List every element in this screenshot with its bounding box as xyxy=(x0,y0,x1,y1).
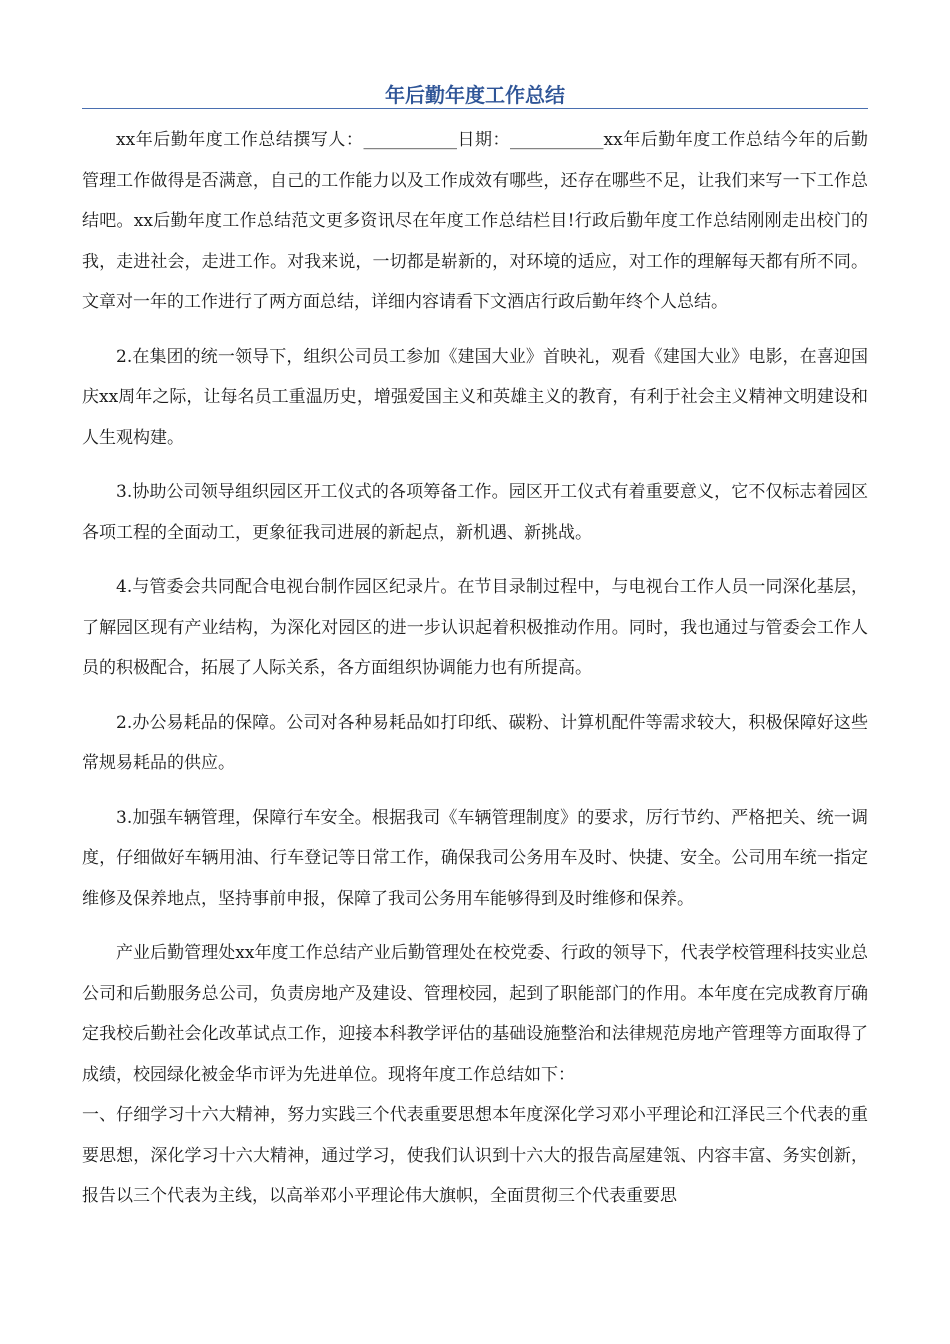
paragraph-item-3-vehicles: 3.加强车辆管理，保障行车安全。根据我司《车辆管理制度》的要求，厉行节约、严格把关、统一调度，仔细做好车辆用油、行车登记等日常工作，确保我司公务用车及时、快捷、安全。公司用车统一指定维修及保养地点，坚持事前申报，保障了我司公务用车能够得到及时维修和保养。 xyxy=(82,807,868,909)
document-title: 年后勤年度工作总结 xyxy=(385,83,565,107)
paragraph-intro: xx年后勤年度工作总结撰写人：___________日期：___________xx年后勤年度工作总结今年的后勤管理工作做得是否满意，自己的工作能力以及工作成效有哪些，还存在哪些不足，让我们来写一下工作总结吧。xx后勤年度工作总结范文更多资讯尽在年度工作总结栏目!行政后勤年度工作总结刚刚走出校门的我，走进社会，走进工作。对我来说，一切都是崭新的，对环境的适应，对工作的理解每天都有所不同。文章对一年的工作进行了两方面总结，详细内容请看下文酒店行政后勤年终个人总结。 xyxy=(82,130,868,312)
paragraph-section-one: 一、仔细学习十六大精神，努力实践三个代表重要思想本年度深化学习邓小平理论和江泽民三个代表的重要思想，深化学习十六大精神，通过学习，使我们认识到十六大的报告高屋建瓴、内容丰富、务实创新，报告以三个代表为主线，以高举邓小平理论伟大旗帜，全面贯彻三个代表重要思 xyxy=(82,1105,868,1206)
paragraph-industry-logistics: 产业后勤管理处xx年度工作总结产业后勤管理处在校党委、行政的领导下，代表学校管理科技实业总公司和后勤服务总公司，负责房地产及建设、管理校园，起到了职能部门的作用。本年度在完成教育厅确定我校后勤社会化改革试点工作，迎接本科教学评估的基础设施整治和法律规范房地产管理等方面取得了成绩，校园绿化被金华市评为先进单位。现将年度工作总结如下： xyxy=(82,943,868,1085)
paragraph-item-2-supplies: 2.办公易耗品的保障。公司对各种易耗品如打印纸、碳粉、计算机配件等需求较大，积极保障好这些常规易耗品的供应。 xyxy=(82,712,868,773)
paragraph-item-4-documentary: 4.与管委会共同配合电视台制作园区纪录片。在节目录制过程中，与电视台工作人员一同深化基层，了解园区现有产业结构，为深化对园区的进一步认识起着积极推动作用。同时，我也通过与管委会工作人员的积极配合，拓展了人际关系，各方面组织协调能力也有所提高。 xyxy=(82,577,868,678)
document-body xyxy=(82,120,868,1217)
title-underline xyxy=(82,108,868,109)
paragraph-item-2-film: 2.在集团的统一领导下，组织公司员工参加《建国大业》首映礼，观看《建国大业》电影，在喜迎国庆xx周年之际，让每名员工重温历史，增强爱国主义和英雄主义的教育，有利于社会主义精神文明建设和人生观构建。 xyxy=(82,346,868,448)
paragraph-item-3-ceremony: 3.协助公司领导组织园区开工仪式的各项筹备工作。园区开工仪式有着重要意义，它不仅标志着园区各项工程的全面动工，更象征我司进展的新起点，新机遇、新挑战。 xyxy=(82,482,868,543)
